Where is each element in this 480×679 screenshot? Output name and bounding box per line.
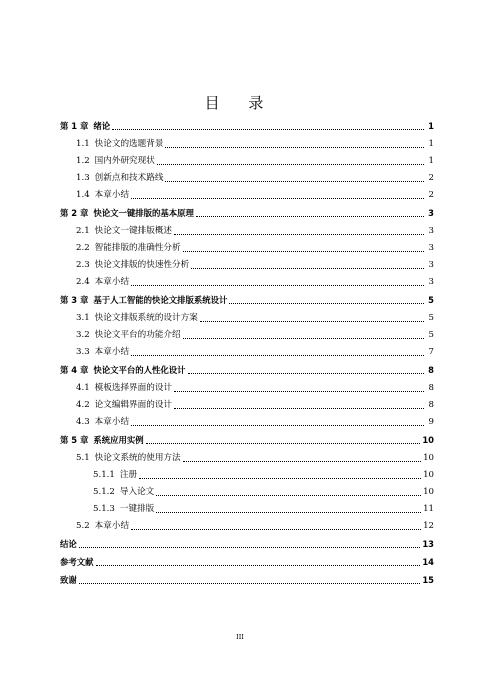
toc-dot-leader [156, 494, 421, 496]
toc-entry[interactable] [76, 277, 434, 288]
toc-entry-page: 10 [422, 435, 434, 445]
toc-entry[interactable] [76, 226, 434, 237]
toc-entry-label: 快论文平台的人性化设计 [93, 365, 186, 375]
toc-entry-label: 国内外研究现状 [94, 156, 155, 166]
toc-entry-number: 4.3 [76, 417, 90, 427]
toc-entry[interactable] [76, 347, 434, 358]
toc-entry-page: 3 [428, 260, 434, 270]
toc-entry-page: 12 [423, 521, 434, 531]
toc-dot-leader [131, 284, 424, 286]
toc-dot-leader [131, 354, 424, 356]
toc-entry[interactable] [60, 365, 434, 376]
toc-entry-label: 绪论 [93, 121, 111, 131]
toc-entry-label: 本章小结 [94, 417, 130, 427]
toc-entry-number: 第 1 章 [60, 121, 89, 131]
toc-entry-label: 参考文献 [60, 557, 94, 567]
toc-entry-number: 5.1.2 [93, 487, 115, 497]
toc-entry-label: 一键排版 [119, 504, 155, 514]
toc-entry-label: 快论文排版系统的设计方案 [94, 313, 198, 323]
toc-dot-leader [174, 390, 424, 392]
toc-entry-number: 2.2 [76, 243, 90, 253]
toc-entry-number: 3.3 [76, 347, 90, 357]
toc-entry-number: 5.1 [76, 453, 90, 463]
toc-entry-page: 10 [423, 470, 434, 480]
toc-entry-number: 第 4 章 [60, 365, 89, 375]
toc-entry-label: 论文编辑界面的设计 [94, 400, 173, 410]
toc-entry[interactable] [76, 383, 434, 394]
toc-entry-number: 4.1 [76, 383, 90, 393]
toc-dot-leader [165, 180, 424, 182]
toc-entry-page: 3 [428, 277, 434, 287]
toc-entry-label: 致谢 [60, 575, 77, 585]
toc-entry-label: 导入论文 [119, 487, 155, 497]
toc-entry-page: 8 [428, 383, 434, 393]
toc-entry-page: 14 [422, 557, 434, 567]
toc-dot-leader [188, 372, 424, 374]
toc-dot-leader [139, 477, 421, 479]
toc-entry-number: 4.2 [76, 400, 90, 410]
toc-entry-number: 第 2 章 [60, 208, 89, 218]
toc-entry[interactable] [93, 504, 434, 515]
toc-dot-leader [157, 163, 424, 165]
toc-entry-label: 快论文系统的使用方法 [94, 453, 181, 463]
toc-entry-number: 5.1.3 [93, 504, 115, 514]
toc-entry-number: 3.1 [76, 313, 90, 323]
toc-entry-label: 快论文一键排版的基本原理 [93, 208, 194, 218]
toc-entry[interactable] [76, 417, 434, 428]
page-title: 目 录 [204, 94, 276, 112]
toc-entry[interactable] [76, 330, 434, 341]
toc-entry[interactable] [76, 260, 434, 271]
toc-dot-leader [96, 564, 421, 566]
toc-dot-leader [131, 528, 421, 530]
toc-entry-label: 模板选择界面的设计 [94, 383, 173, 393]
toc-entry[interactable] [76, 453, 434, 464]
toc-entry[interactable] [76, 521, 434, 532]
toc-entry-label: 结论 [60, 539, 77, 549]
toc-entry-label: 快论文平台的功能介绍 [94, 330, 181, 340]
toc-entry-number: 5.2 [76, 521, 90, 531]
toc-dot-leader [165, 146, 424, 148]
toc-entry[interactable] [60, 435, 434, 446]
toc-entry-number: 第 3 章 [60, 295, 89, 305]
toc-entry[interactable] [60, 557, 434, 568]
toc-entry[interactable] [76, 139, 434, 150]
toc-dot-leader [196, 215, 424, 217]
toc-entry[interactable] [93, 470, 434, 481]
toc-entry-page: 3 [428, 243, 434, 253]
toc-dot-leader [156, 511, 421, 513]
toc-entry[interactable] [60, 295, 434, 306]
toc-dot-leader [131, 424, 424, 426]
toc-entry-number: 1.4 [76, 190, 90, 200]
toc-dot-leader [200, 320, 424, 322]
toc-entry-number: 1.1 [76, 139, 90, 149]
toc-entry[interactable] [60, 121, 434, 132]
toc-entry-label: 本章小结 [94, 347, 130, 357]
toc-entry-label: 注册 [119, 470, 138, 480]
toc-dot-leader [79, 582, 421, 584]
toc-entry-number: 1.2 [76, 156, 90, 166]
toc-entry-page: 1 [428, 156, 434, 166]
toc-dot-leader [229, 302, 424, 304]
toc-dot-leader [183, 337, 424, 339]
page-number-footer: III [236, 633, 244, 641]
toc-entry[interactable] [60, 539, 434, 550]
toc-entry-page: 11 [423, 504, 434, 514]
toc-entry-label: 快论文排版的快速性分析 [94, 260, 190, 270]
toc-entry-page: 9 [428, 417, 434, 427]
toc-entry-page: 13 [422, 539, 434, 549]
toc-entry-label: 本章小结 [94, 521, 130, 531]
toc-entry-number: 2.3 [76, 260, 90, 270]
toc-entry[interactable] [76, 190, 434, 201]
toc-entry-page: 10 [423, 453, 434, 463]
toc-dot-leader [183, 250, 424, 252]
toc-dot-leader [131, 197, 424, 199]
toc-entry-page: 7 [428, 347, 434, 357]
toc-entry-page: 8 [428, 400, 434, 410]
toc-entry[interactable] [76, 243, 434, 254]
toc-entry[interactable] [76, 156, 434, 167]
toc-entry-page: 8 [428, 365, 434, 375]
toc-entry-page: 15 [422, 575, 434, 585]
toc-entry-page: 3 [428, 226, 434, 236]
toc-dot-leader [191, 267, 424, 269]
toc-entry-number: 3.2 [76, 330, 90, 340]
toc-entry-label: 基于人工智能的快论文排版系统设计 [93, 295, 228, 305]
toc-dot-leader [79, 546, 421, 548]
toc-entry-page: 5 [428, 295, 434, 305]
toc-entry[interactable] [93, 487, 434, 498]
toc-entry-number: 5.1.1 [93, 470, 115, 480]
toc-entry[interactable] [60, 208, 434, 219]
toc-entry-page: 5 [428, 330, 434, 340]
toc-entry[interactable] [76, 400, 434, 411]
toc-entry-label: 本章小结 [94, 277, 130, 287]
toc-entry-page: 1 [428, 121, 434, 131]
toc-entry-number: 1.3 [76, 173, 90, 183]
toc-entry-number: 2.4 [76, 277, 90, 287]
toc-entry-label: 本章小结 [94, 190, 130, 200]
toc-dot-leader [112, 128, 424, 130]
toc-entry-label: 快论文的选题背景 [94, 139, 164, 149]
toc-entry[interactable] [76, 313, 434, 324]
toc-entry-label: 系统应用实例 [93, 435, 144, 445]
toc-entry[interactable] [76, 173, 434, 184]
toc-entry-label: 创新点和技术路线 [94, 173, 164, 183]
toc-dot-leader [183, 460, 421, 462]
toc-entry-page: 1 [428, 139, 434, 149]
toc-entry-number: 第 5 章 [60, 435, 89, 445]
toc-entry-page: 10 [423, 487, 434, 497]
toc-entry-label: 智能排版的准确性分析 [94, 243, 181, 253]
toc-entry-label: 快论文一键排版概述 [94, 226, 173, 236]
toc-entry-page: 3 [428, 208, 434, 218]
toc-entry-number: 2.1 [76, 226, 90, 236]
toc-entry-page: 2 [428, 173, 434, 183]
toc-entry[interactable] [60, 575, 434, 586]
toc-dot-leader [174, 233, 424, 235]
toc-dot-leader [146, 442, 421, 444]
toc-dot-leader [174, 407, 424, 409]
toc-entry-page: 2 [428, 190, 434, 200]
toc-entry-page: 5 [428, 313, 434, 323]
